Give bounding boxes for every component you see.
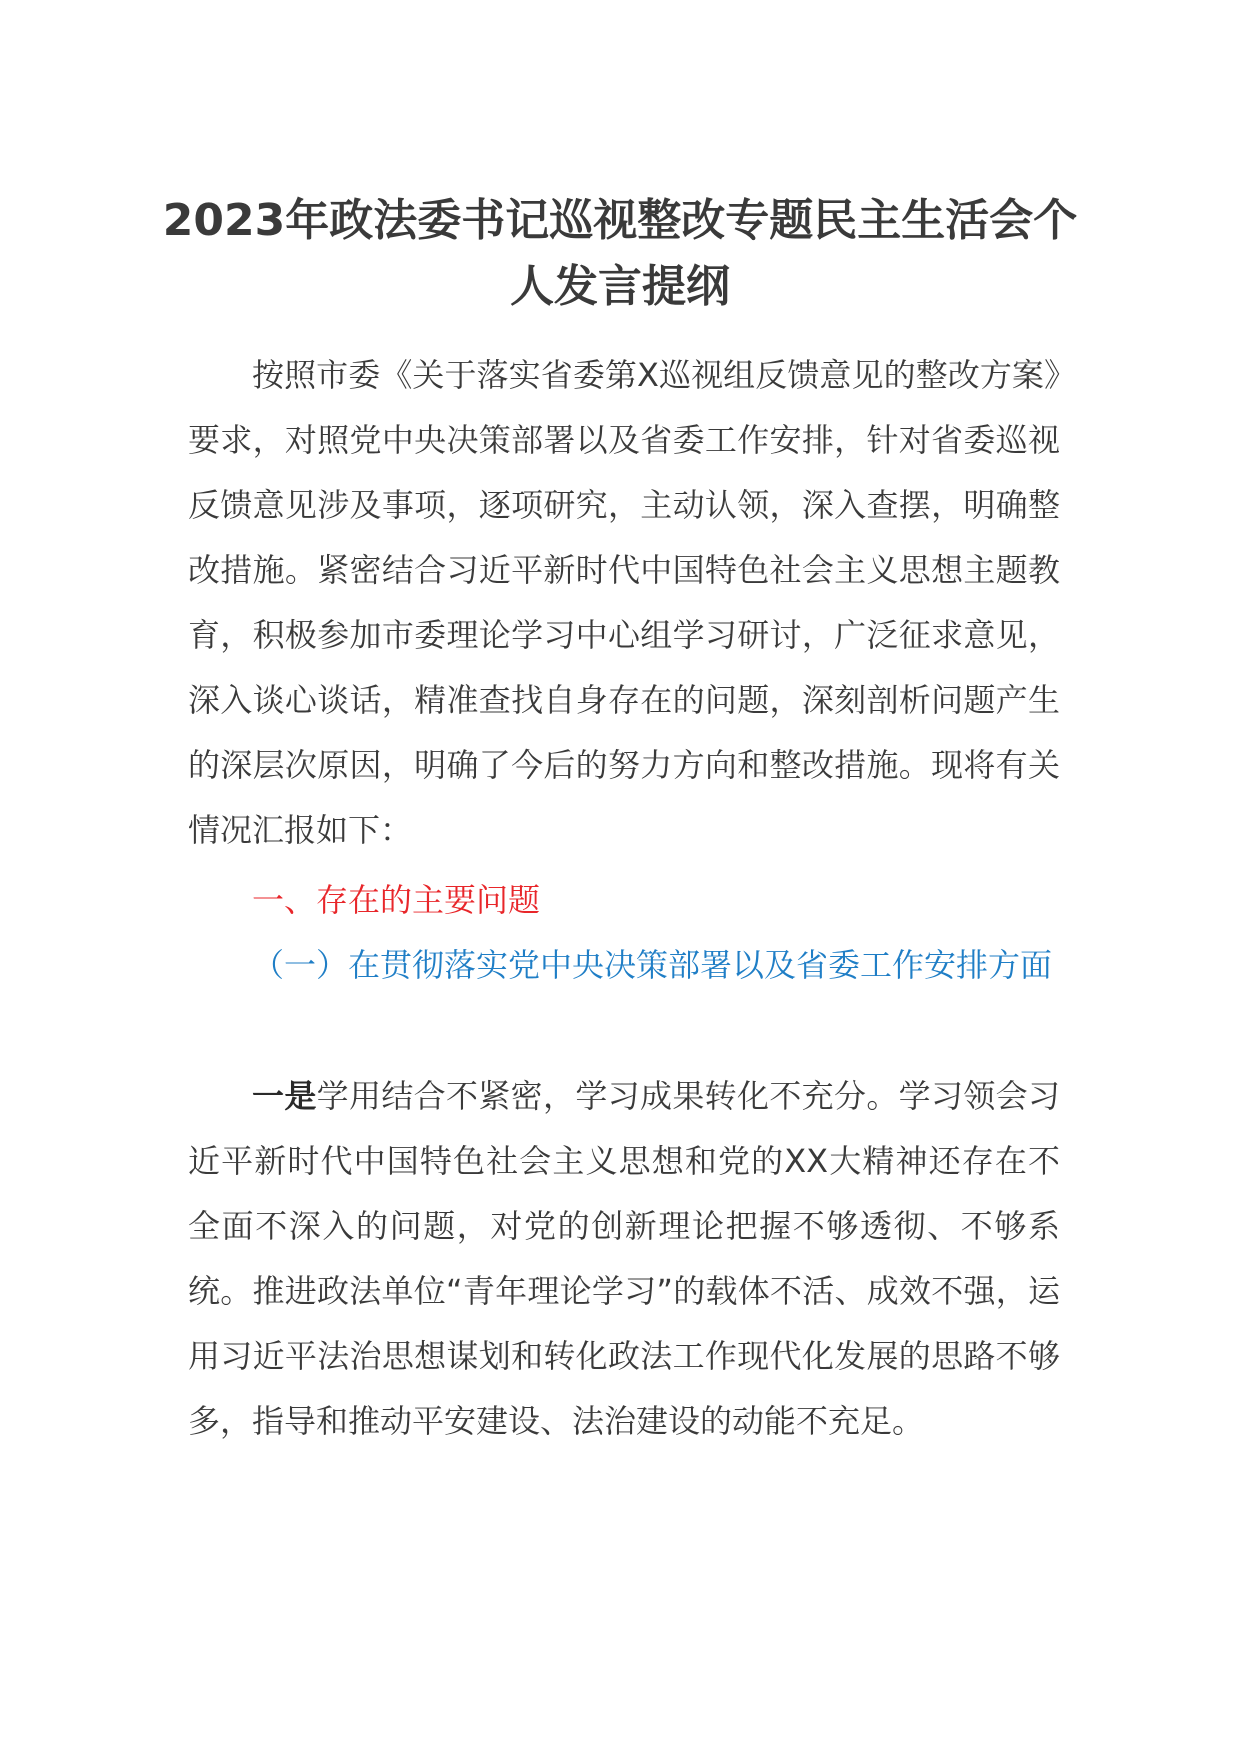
point-one-paragraph (188, 1064, 1060, 1454)
sub-heading: （一）在贯彻落实党中央决策部署以及省委工作安排方面 (252, 946, 1053, 984)
point-one-text: 学用结合不紧密，学习成果转化不充分。学习领会习近平新时代中国特色社会主义思想和党的XX大精神还存在不全面不深入的问题，对党的创新理论把握不够透彻、不够系统。推进政法单位“青年理论学习”的载体不活、成效不强，运用习近平法治思想谋划和转化政法工作现代化发展的思路不够多，指导和推动平安建设、法治建设的动能不充足。 (188, 1077, 1060, 1440)
point-one-lead: 一是 (252, 1077, 317, 1115)
intro-paragraph: 按照市委《关于落实省委第X巡视组反馈意见的整改方案》要求，对照党中央决策部署以及省委工作安排，针对省委巡视反馈意见涉及事项，逐项研究，主动认领，深入查摆，明确整改措施。紧密结合习近平新时代中国特色社会主义思想主题教育，积极参加市委理论学习中心组学习研讨，广泛征求意见，深入谈心谈话，精准查找自身存在的问题，深刻剖析问题产生的深层次原因，明确了今后的努力方向和整改措施。现将有关情况汇报如下： (188, 356, 1060, 849)
section-heading: 一、存在的主要问题 (252, 881, 541, 919)
document-title: 2023年政法委书记巡视整改专题民主生活会个人发言提纲 (162, 195, 1078, 312)
